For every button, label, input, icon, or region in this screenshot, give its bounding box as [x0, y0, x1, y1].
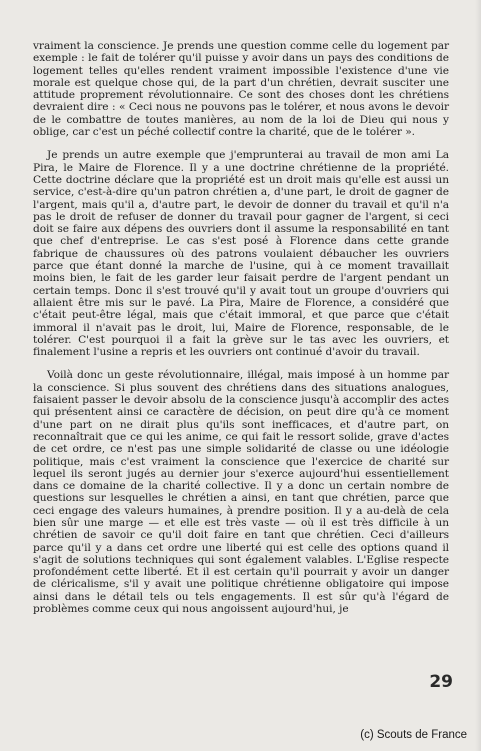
page-edge-shadow — [475, 0, 481, 751]
paragraph-1: vraiment la conscience. Je prends une question comme celle du logement par exemple : le fait de tolérer qu'il puisse y avoir dans un pays des conditions de logement telles qu'elles rendent vraiment impossible l'existence d'une vie morale est quelque chose qui, de la part d'un chrétien, devrait susciter une attitude proprement révolutionnaire. Ce sont des choses dont les chrétiens devraient dire : « Ceci nous ne pouvons pas le tolérer, et nous avons le devoir de le combattre de toutes manières, au nom de la loi de Dieu qui nous y oblige, car c'est un péché collectif contre la charité, que de le tolérer ». — [33, 40, 449, 139]
paragraph-3: Voilà donc un geste révolutionnaire, illégal, mais imposé à un homme par la conscience. Si plus souvent des chrétiens dans des situations analogues, faisaient passer le devoir absolu de la conscience jusqu'à accomplir des actes qui présentent ainsi ce caractère de décision, on peut dire qu'à ce moment d'une part on ne dirait plus qu'ils sont inefficaces, et d'autre part, on reconnaîtrait que ce qui les anime, ce qui fait le ressort solide, grave d'actes de cet ordre, ce n'est pas une simple solidarité de classe ou une idéologie politique, mais c'est vraiment la conscience que l'exercice de charité sur lequel ils seront jugés au dernier jour s'exerce aujourd'hui essentiellement dans ce domaine de la charité collective. Il y a donc un certain nombre de questions sur lesquelles le chrétien a ainsi, en tant que chrétien, parce que ceci engage des valeurs humaines, à prendre position. Il y a au-delà de cela bien sûr une marge — et elle est très vaste — où il est très difficile à un chrétien de savoir ce qu'il doit faire en tant que chrétien. Ceci d'ailleurs parce qu'il y a dans cet ordre une liberté qui est celle des options quand il s'agit de solutions techniques qui sont également valables. L'Eglise respecte profondément cette liberté. Et il est certain qu'il pourrait y avoir un danger de cléricalisme, s'il y avait une politique chrétienne obligatoire qui impose ainsi dans le détail tels ou tels engagements. Il est sûr qu'à l'égard de problèmes comme ceux qui nous angoissent aujourd'hui, je — [33, 369, 449, 616]
page-number: 29 — [429, 672, 453, 692]
body-text — [33, 40, 449, 626]
copyright-watermark: (c) Scouts de France — [360, 729, 467, 741]
paragraph-2: Je prends un autre exemple que j'emprunterai au travail de mon ami La Pira, le Maire de Florence. Il y a une doctrine chrétienne de la propriété. Cette doctrine déclare que la propriété est un droit mais qu'elle est aussi un service, c'est-à-dire qu'un patron chrétien a, d'une part, le droit de gagner de l'argent, mais qu'il a, d'autre part, le devoir de donner du travail et qu'il n'a pas le droit de refuser de donner du travail pour gagner de l'argent, si ceci doit se faire aux dépens des ouvriers dont il assume la responsabilité en tant que chef d'entreprise. Le cas s'est posé à Florence dans cette grande fabrique de chaussures où des patrons voulaient débaucher les ouvriers parce que étant donné la marche de l'usine, qui à ce moment travaillait moins bien, le fait de les garder leur faisait perdre de l'argent pendant un certain temps. Donc il s'est trouvé qu'il y avait tout un groupe d'ouvriers qui allaient être mis sur le pavé. La Pira, Maire de Florence, a considéré que c'était peut-être légal, mais que c'était immoral, et que parce que c'était immoral il n'avait pas le droit, lui, Maire de Florence, responsable, de le tolérer. C'est pourquoi il a fait la grève sur le tas avec les ouvriers, et finalement l'usine a repris et les ouvriers ont continué d'avoir du travail. — [33, 149, 449, 359]
